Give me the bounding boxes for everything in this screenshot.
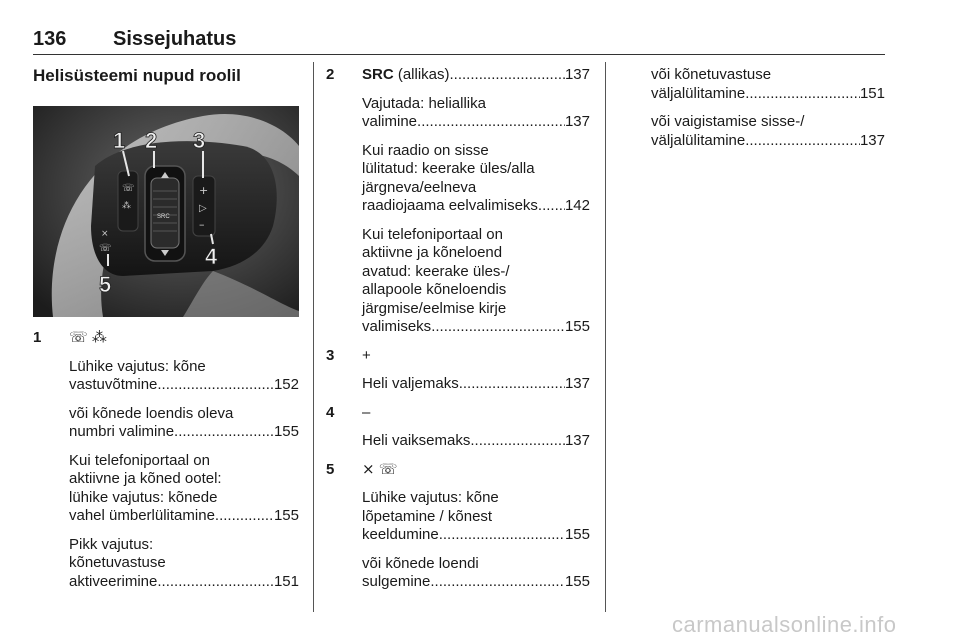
page-header (33, 26, 885, 55)
entry: Kui raadio on sisse lülitatud: keerake üles/alla järgneva/eelneva raadiojaama eelvalimiseks ..... 142 (362, 142, 590, 216)
callout-1: 1 (113, 128, 126, 153)
leader-dots (450, 66, 565, 85)
entry: Vajutada: heliallika valimine ..... 137 (362, 95, 590, 132)
leader-dots (215, 507, 274, 526)
leader-dots (459, 375, 565, 394)
page-ref: 155 (564, 573, 590, 590)
minus-icon: – (362, 403, 371, 421)
entry: või kõnetuvastuse väljalülitamine ..... 151 (651, 66, 885, 103)
callout-5: 5 (99, 272, 112, 297)
leader-dots (439, 526, 565, 545)
item-number: 1 (33, 329, 42, 346)
item-3 (326, 347, 590, 394)
page-ref: 137 (564, 375, 590, 392)
svg-text:–: – (199, 218, 205, 231)
entry: Pikk vajutus: kõnetuvastuse aktiveerimine ..... 151 (69, 536, 299, 592)
item-1 (33, 329, 299, 591)
page-ref: 155 (273, 507, 299, 524)
watermark: carmanualsonline.info (672, 612, 897, 637)
column-divider-1 (313, 62, 314, 612)
page-ref: 152 (273, 376, 299, 393)
section-title: Helisüsteemi nupud roolil (33, 66, 241, 85)
callout-4: 4 (205, 244, 218, 269)
page-ref: 151 (859, 84, 885, 102)
svg-text:☏: ☏ (99, 243, 112, 254)
entry: Heli valjemaks ..... 137 (362, 375, 590, 394)
leader-dots (157, 573, 274, 592)
svg-text:▷: ▷ (199, 203, 207, 214)
page-ref: 155 (564, 318, 590, 335)
leader-dots (431, 318, 565, 337)
page-ref: 137 (564, 113, 590, 130)
column-2 (326, 66, 590, 602)
item-2: 2 SRC (allikas) ..... 137 Vajutada: heliallika valimine ..... 137 Kui raadio on sisse lülitatud: keerake üles/alla järgneva/eelneva raadiojaama eelvalimiseks ..... 142 Kui telefoniportaal on aktiivne ja kõneloend avatud: keerake üles-/ allapoole kõneloendis järgmise/eelmise kirje valimiseks ..... 155 (326, 66, 590, 337)
entry: või kõnede loendi sulgemine ..... 155 (362, 555, 590, 592)
page-number: 136 (33, 28, 67, 50)
item-5 (326, 461, 590, 592)
svg-text:⁂: ⁂ (122, 201, 131, 211)
page-ref: 155 (273, 423, 299, 440)
mute-hangup-icon: ⨯ ☏ (362, 460, 398, 478)
column-divider-2 (605, 62, 606, 612)
entry: Heli vaiksemaks ..... 137 (362, 432, 590, 451)
callout-3: 3 (193, 128, 206, 153)
leader-dots (174, 423, 274, 442)
column-3 (651, 66, 885, 160)
src-label: SRC (157, 214, 170, 220)
page-ref: 151 (273, 572, 299, 590)
item-number: 2 (326, 66, 335, 83)
entry: Lühike vajutus: kõne vastuvõtmine ..... 152 (69, 358, 299, 395)
phone-voice-icon: ☏ ⁂ (69, 329, 107, 346)
page-ref: 137 (859, 131, 885, 149)
entry: Kui telefoniportaal on aktiivne ja kõneloend avatud: keerake üles-/ allapoole kõneloendis järgmise/eelmise kirje valimiseks ..... 155 (362, 226, 590, 337)
plus-icon: + (362, 346, 371, 364)
entry: Lühike vajutus: kõne lõpetamine / kõnest keeldumine ..... 155 (362, 489, 590, 545)
leader-dots (430, 573, 565, 592)
item-number: 4 (326, 403, 335, 421)
page-ref: 137 (564, 432, 590, 449)
leader-dots (417, 113, 565, 132)
svg-text:+: + (199, 184, 209, 197)
svg-text:☏: ☏ (122, 183, 135, 194)
item-number: 3 (326, 346, 335, 364)
entry: või vaigistamise sisse-/ väljalülitamine ..... 137 (651, 113, 885, 150)
page-ref: 142 (564, 197, 590, 214)
steering-wheel-photo (33, 106, 299, 317)
page-title: Sissejuhatus (113, 28, 237, 50)
page-ref: 155 (564, 526, 590, 543)
src-term: SRC (362, 66, 394, 83)
svg-text:⨯: ⨯ (101, 229, 109, 239)
steering-wheel-illustration (33, 106, 299, 317)
item-number: 5 (326, 460, 335, 478)
page-ref: 137 (564, 66, 590, 83)
leader-dots (470, 432, 565, 451)
item-4 (326, 404, 590, 451)
column-1 (33, 329, 299, 601)
entry: Kui telefoniportaal on aktiivne ja kõned ootel: lühike vajutus: kõnede vahel ümberlülitamine ..... 155 (69, 452, 299, 526)
leader-dots (745, 132, 860, 151)
leader-dots (745, 85, 860, 104)
callout-2: 2 (145, 128, 158, 153)
leader-dots (538, 197, 565, 216)
leader-dots (157, 376, 274, 395)
entry: või kõnede loendis oleva numbri valimine ..... 155 (69, 405, 299, 442)
